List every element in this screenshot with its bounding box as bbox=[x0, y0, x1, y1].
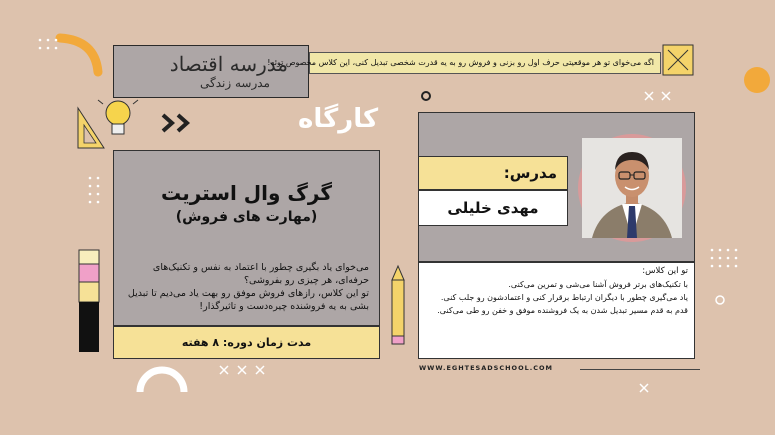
course-subtitle: (مهارت های فروش) bbox=[175, 209, 318, 225]
dot-grid-left bbox=[89, 177, 100, 204]
website-url: WWW.EGHTESADSCHOOL.COM bbox=[419, 364, 553, 372]
pencil-left-icon bbox=[79, 250, 99, 352]
triangle-ruler-icon bbox=[78, 108, 104, 148]
course-panel bbox=[113, 150, 380, 326]
x-marks-top bbox=[645, 92, 670, 100]
class-detail-item: یاد می‌گیری چطور با دیگران ارتباط برقرار کنی و اعتمادشون رو جلب کنی. bbox=[440, 293, 688, 302]
teacher-portrait-icon bbox=[582, 138, 682, 238]
pencil-right-icon bbox=[392, 266, 404, 344]
class-detail-item: با تکنیک‌های برتر فروش آشنا می‌شی و تمرین می‌کنی. bbox=[508, 280, 688, 289]
class-details-heading: تو این کلاس: bbox=[642, 266, 688, 276]
x-marks-bottom-right bbox=[640, 384, 648, 392]
teacher-label: مدرس: bbox=[418, 156, 568, 190]
course-description bbox=[122, 261, 369, 313]
class-details-box bbox=[418, 262, 695, 359]
course-title: گرگ وال استریت bbox=[161, 181, 332, 205]
dot-grid-top-left bbox=[39, 39, 58, 50]
course-description-line-2: تو این کلاس، رازهای فروش موفق رو بهت یاد می‌دیم تا تبدیل بشی به یه فروشنده چیره‌دست و تاثیرگذار! bbox=[127, 288, 369, 312]
dot-grid-right bbox=[711, 249, 738, 268]
orange-circle-shape bbox=[744, 67, 770, 93]
website-underline bbox=[580, 369, 700, 370]
logo-main-text: مدرسه اقتصاد bbox=[169, 52, 288, 76]
teacher-name: مهدی خلیلی bbox=[418, 190, 568, 226]
x-marks-bottom bbox=[220, 366, 264, 374]
double-chevron-icon bbox=[163, 115, 187, 131]
course-duration: مدت زمان دوره: ۸ هفته bbox=[113, 326, 380, 359]
orange-curve-shape bbox=[60, 38, 98, 72]
ring-shape-right bbox=[716, 296, 724, 304]
workshop-title: کارگاه bbox=[298, 104, 379, 134]
top-banner: اگه می‌خوای تو هر موقعیتی حرف اول رو بزنی و فروش رو به یه قدرت شخصی تبدیل کنی، این کلاس مخصوص توئه! bbox=[309, 52, 661, 74]
half-circle-shape bbox=[140, 370, 184, 392]
ring-shape bbox=[422, 92, 430, 100]
teacher-avatar bbox=[578, 134, 686, 242]
ruler-square-icon bbox=[663, 45, 693, 75]
class-detail-item: قدم به قدم مسیر تبدیل شدن به یک فروشنده موفق و خفن رو طی می‌کنی. bbox=[437, 306, 688, 315]
course-description-line-1: می‌خوای یاد بگیری چطور با اعتماد به نفس و تکنیک‌های حرفه‌ای، هر چیزی رو بفروشی؟ bbox=[152, 262, 369, 286]
logo-sub-text: مدرسه زندگی bbox=[200, 76, 270, 90]
